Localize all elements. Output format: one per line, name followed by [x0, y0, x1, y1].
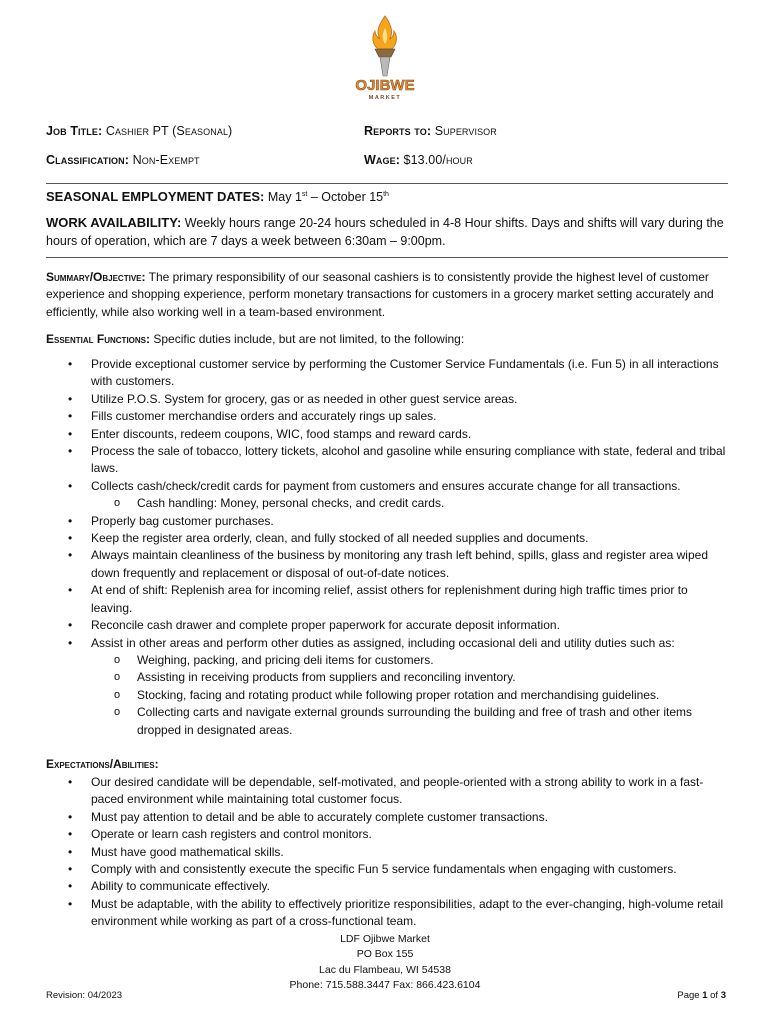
sub-list-item: o Assisting in receiving products from suppliers and reconciling inventory.	[91, 669, 728, 686]
list-item-with-sub	[46, 635, 728, 739]
essential-functions-label: Essential Functions:	[46, 332, 150, 346]
expectations-label: Expectations/Abilities:	[46, 757, 159, 771]
wage-field	[364, 153, 473, 167]
wage-value: $13.00/hour	[403, 153, 473, 167]
divider-middle	[46, 257, 728, 258]
list-item: • Utilize P.O.S. System for grocery, gas or as needed in other guest service areas.	[46, 391, 728, 408]
list-item: • Must be adaptable, with the ability to effectively prioritize responsibilities, adapt to the ever-changing, high-volume retail environment while working as part of a cross-functional team.	[46, 896, 728, 931]
reports-to-value: Supervisor	[434, 124, 497, 138]
list-item: • Process the sale of tobacco, lottery tickets, alcohol and gasoline while ensuring compliance with state, federal and tribal laws.	[46, 443, 728, 478]
assist-sublist	[91, 652, 728, 739]
list-item: • Fills customer merchandise orders and accurately rings up sales.	[46, 408, 728, 425]
expectations-heading	[46, 756, 731, 773]
page-number	[677, 990, 726, 1001]
list-item-text: Assist in other areas and perform other duties as assigned, including occasional deli and utility duties such as:	[91, 635, 675, 650]
wage-label: Wage:	[364, 153, 400, 167]
seasonal-start-sup: st	[301, 191, 308, 198]
summary-label: Summary/Objective:	[46, 270, 146, 284]
job-title-field	[46, 124, 232, 138]
torch-logo-icon	[340, 12, 430, 102]
list-item: • Must pay attention to detail and be able to accurately complete customer transactions.	[46, 809, 728, 826]
page-current: 1	[702, 990, 708, 1001]
list-item: • Reconcile cash drawer and complete proper paperwork for accurate deposit information.	[46, 617, 728, 634]
seasonal-end: – October 15	[310, 190, 384, 205]
classification-field	[46, 153, 200, 167]
revision-date: Revision: 04/2023	[46, 990, 123, 1001]
footer-address	[0, 932, 770, 994]
sub-list-item: o Cash handling: Money, personal checks, and credit cards.	[91, 495, 728, 512]
reports-to-label: Reports to:	[364, 124, 432, 138]
list-item: • Properly bag customer purchases.	[46, 513, 728, 530]
logo-subtext: MARKET	[368, 95, 402, 101]
seasonal-dates-label: SEASONAL EMPLOYMENT DATES:	[46, 189, 265, 205]
list-item: • Must have good mathematical skills.	[46, 844, 728, 861]
seasonal-dates	[46, 186, 726, 207]
work-availability	[46, 214, 726, 250]
cash-sublist	[91, 495, 728, 512]
sub-list-item: o Weighing, packing, and pricing deli items for customers.	[91, 652, 728, 669]
work-availability-text: Weekly hours range 20-24 hours scheduled in 4-8 Hour shifts. Days and shifts will vary during the hours of operation, which are 7 days a week between 6:30am – 9:00pm.	[46, 216, 724, 248]
summary-section	[46, 269, 731, 321]
list-item: • Ability to communicate effectively.	[46, 878, 728, 895]
list-item: • Our desired candidate will be dependable, self-motivated, and people-oriented with a strong ability to work in a fast-paced environment while maintaining total customer focus.	[46, 774, 728, 809]
footer-po-box: PO Box 155	[356, 948, 414, 961]
list-item: • Keep the register area orderly, clean, and fully stocked of all needed supplies and documents.	[46, 530, 728, 547]
job-title-value: Cashier PT (Seasonal)	[105, 124, 233, 138]
list-item: • Comply with and consistently execute the specific Fun 5 service fundamentals when engaging with customers.	[46, 861, 728, 878]
footer-city: Lac du Flambeau, WI 54538	[319, 963, 451, 976]
seasonal-start: May 1	[267, 190, 302, 205]
footer-phone: Phone: 715.588.3447 Fax: 866.423.6104	[289, 979, 481, 992]
list-item: • At end of shift: Replenish area for incoming relief, assist others for replenishment during high traffic times prior to leaving.	[46, 582, 728, 617]
list-item-text: Collects cash/check/credit cards for payment from customers and ensures accurate change for all transactions.	[91, 478, 681, 493]
list-item: • Enter discounts, redeem coupons, WIC, food stamps and reward cards.	[46, 426, 728, 443]
list-item: • Operate or learn cash registers and control monitors.	[46, 826, 728, 843]
essential-functions-list	[46, 356, 728, 739]
footer-company: LDF Ojibwe Market	[340, 933, 430, 945]
summary-text: The primary responsibility of our seasonal cashiers is to consistently provide the highest level of customer experience and shopping experience, perform monetary transactions for customers in a grocery market setting accurately and efficiently, while also working well in a team-based environment.	[46, 270, 714, 319]
logo-wordmark: OJIBWE	[355, 77, 415, 94]
page-of: of	[710, 990, 719, 1001]
list-item: • Always maintain cleanliness of the business by monitoring any trash left behind, spills, glass and register area wiped down frequently and replacement or disposal of out-of-date notices.	[46, 547, 728, 582]
page-word: Page	[677, 990, 700, 1001]
essential-functions-heading	[46, 331, 731, 348]
sub-list-item: o Stocking, facing and rotating product while following proper rotation and merchandising guidelines.	[91, 687, 728, 704]
classification-value: Non-Exempt	[132, 153, 200, 167]
work-availability-label: WORK AVAILABILITY:	[46, 215, 182, 230]
classification-label: Classification:	[46, 153, 130, 167]
page-total: 3	[720, 990, 726, 1001]
seasonal-end-sup: th	[383, 191, 389, 198]
essential-functions-intro: Specific duties include, but are not limited, to the following:	[153, 332, 465, 346]
list-item: • Provide exceptional customer service by performing the Customer Service Fundamentals (i.e. Fun 5) in all interactions with customers.	[46, 356, 728, 391]
list-item-with-sub	[46, 478, 728, 513]
sub-list-item: o Collecting carts and navigate external grounds surrounding the building and free of trash and other items dropped in designated areas.	[91, 704, 728, 739]
divider-top	[46, 183, 728, 184]
ojibwe-market-logo	[340, 12, 430, 102]
reports-to-field	[364, 124, 497, 138]
job-title-label: Job Title:	[46, 124, 103, 138]
expectations-list	[46, 774, 728, 931]
